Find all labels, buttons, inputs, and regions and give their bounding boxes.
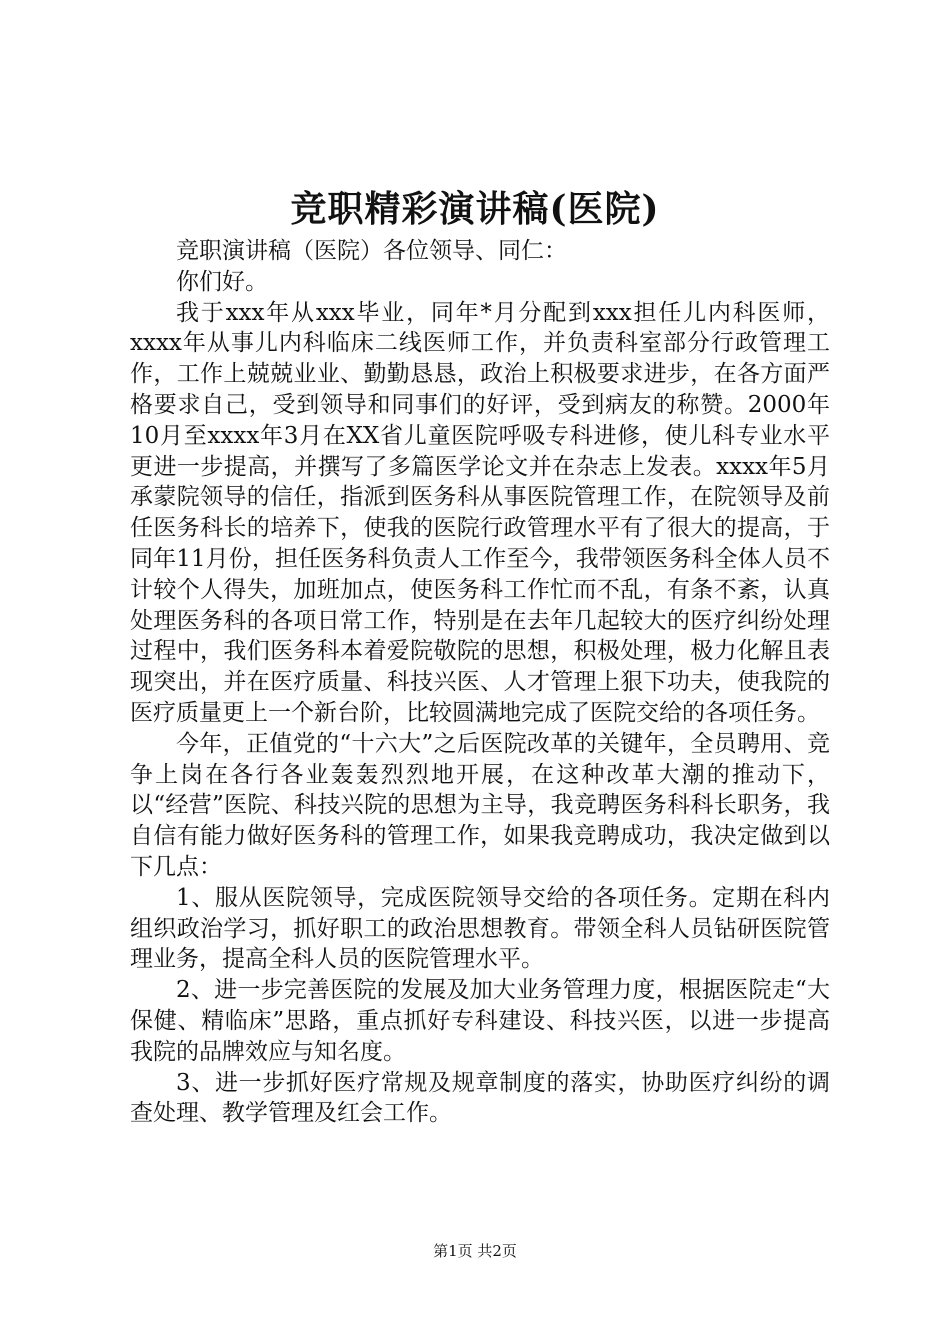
page-number-footer: 第1页 共2页 <box>433 1242 517 1260</box>
point-1-paragraph: 1、服从医院领导，完成医院领导交给的各项任务。定期在科内组织政治学习，抓好职工的政治思想教育。带领全科人员钻研医院管理业务，提高全科人员的医院管理水平。 <box>130 884 830 973</box>
point-2-paragraph: 2、进一步完善医院的发展及加大业务管理力度，根据医院走“大保健、精临床”思路，重点抓好专科建设、科技兴医，以进一步提高我院的品牌效应与知名度。 <box>130 977 830 1065</box>
document-title: 竞职精彩演讲稿(医院) <box>290 188 660 230</box>
salutation-paragraph: 竞职演讲稿（医院）各位领导、同仁： <box>176 238 567 264</box>
greeting-paragraph: 你们好。 <box>176 268 268 295</box>
point-3-paragraph: 3、进一步抓好医疗常规及规章制度的落实，协助医疗纠纷的调查处理、教学管理及红会工作。 <box>130 1069 830 1127</box>
document-body <box>130 236 830 1129</box>
experience-paragraph: 我于xxx年从xxx毕业，同年*月分配到xxx担任儿内科医师，xxxx年从事儿内科临床二线医师工作，并负责科室部分行政管理工作，工作上兢兢业业、勤勤恳恳，政治上积极要求进步，在各方面严格要求自己，受到领导和同事们的好评，受到病友的称赞。2000年10月至xxxx年3月在XX省儿童医院呼吸专科进修，使儿科专业水平更进一步提高，并撰写了多篇医学论文并在杂志上发表。xxxx年5月承蒙院领导的信任，指派到医务科从事医院管理工作，在院领导及前任医务科长的培养下，使我的医院行政管理水平有了很大的提高，于同年11月份，担任医务科负责人工作至今，我带领医务科全体人员不计较个人得失，加班加点，使医务科工作忙而不乱，有条不紊，认真处理医务科的各项日常工作，特别是在去年几起较大的医疗纠纷处理过程中，我们医务科本着爱院敬院的思想，积极处理，极力化解且表现突出，并在医疗质量、科技兴医、人才管理上狠下功夫，使我院的医疗质量更上一个新台阶，比较圆满地完成了医院交给的各项任务。 <box>130 299 830 726</box>
motivation-paragraph: 今年，正值党的“十六大”之后医院改革的关键年，全员聘用、竞争上岗在各行各业轰轰烈烈地开展，在这种改革大潮的推动下，以“经营”医院、科技兴院的思想为主导，我竞聘医务科科长职务，我自信有能力做好医务科的管理工作，如果我竞聘成功，我决定做到以下几点： <box>130 730 830 880</box>
